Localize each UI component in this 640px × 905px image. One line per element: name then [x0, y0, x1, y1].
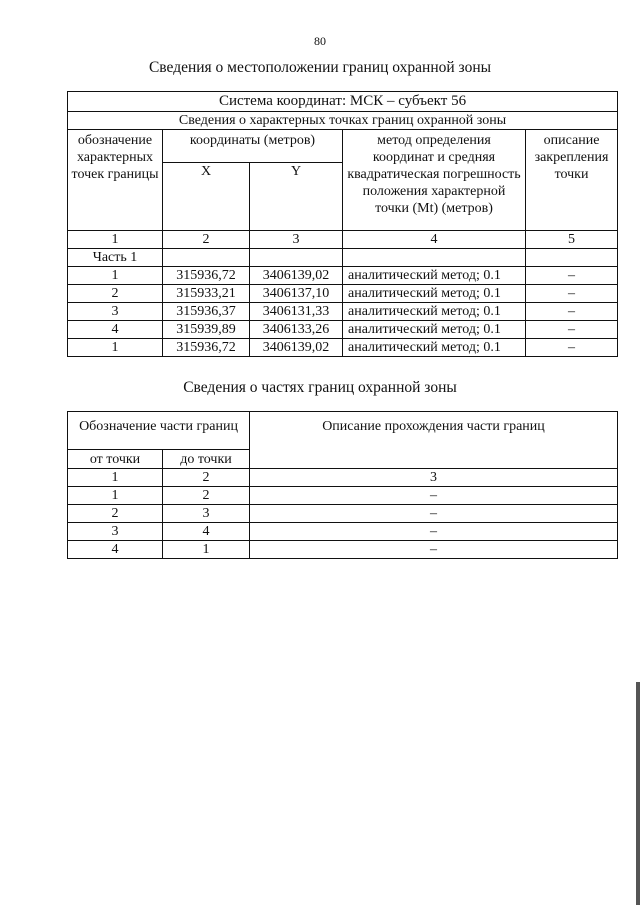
- coord-y: 3406137,10: [250, 285, 343, 303]
- method-value: аналитический метод; 0.1: [343, 303, 526, 321]
- point-id: 3: [68, 303, 163, 321]
- table-row: [68, 321, 618, 339]
- col-header-point-designation: обозначение характерных точек границы: [68, 130, 163, 231]
- coord-x: 315936,72: [163, 339, 250, 357]
- col-number: 3: [250, 469, 618, 487]
- coord-x: 315939,89: [163, 321, 250, 339]
- col-header-x: X: [163, 163, 250, 231]
- description-value: –: [526, 339, 618, 357]
- point-id: 2: [68, 285, 163, 303]
- point-id: 4: [68, 321, 163, 339]
- col-header-y: Y: [250, 163, 343, 231]
- section-heading-location: Сведения о местоположении границ охранной зоны: [148, 59, 492, 76]
- part-description: –: [250, 541, 618, 559]
- from-point: 3: [68, 523, 163, 541]
- col-number: 5: [526, 231, 618, 249]
- col-header-to-point: до точки: [163, 450, 250, 469]
- table-row: [68, 523, 618, 541]
- col-header-method: метод определения координат и средняя квадратическая погрешность положения характерной точки (Mt) (метров): [343, 130, 526, 231]
- coord-y: 3406139,02: [250, 339, 343, 357]
- col-header-part-designation: Обозначение части границ: [68, 412, 250, 450]
- description-value: –: [526, 267, 618, 285]
- to-point: 1: [163, 541, 250, 559]
- from-point: 4: [68, 541, 163, 559]
- description-value: –: [526, 303, 618, 321]
- coord-y: 3406133,26: [250, 321, 343, 339]
- table-row: [68, 541, 618, 559]
- from-point: 1: [68, 487, 163, 505]
- empty-cell: [343, 249, 526, 267]
- coord-y: 3406131,33: [250, 303, 343, 321]
- part-description: –: [250, 505, 618, 523]
- scan-edge-shadow: [636, 682, 640, 905]
- method-value: аналитический метод; 0.1: [343, 267, 526, 285]
- points-table-subtitle: Сведения о характерных точках границ охранной зоны: [68, 112, 618, 130]
- coord-x: 315933,21: [163, 285, 250, 303]
- col-number: 2: [163, 231, 250, 249]
- part-description: –: [250, 487, 618, 505]
- description-value: –: [526, 321, 618, 339]
- coord-y: 3406139,02: [250, 267, 343, 285]
- boundary-points-table: [67, 91, 618, 357]
- section-heading-parts: Сведения о частях границ охранной зоны: [183, 379, 457, 396]
- method-value: аналитический метод; 0.1: [343, 321, 526, 339]
- point-id: 1: [68, 267, 163, 285]
- empty-cell: [250, 249, 343, 267]
- col-header-coordinates: координаты (метров): [163, 130, 343, 163]
- part-label: Часть 1: [68, 249, 163, 267]
- to-point: 2: [163, 487, 250, 505]
- empty-cell: [163, 249, 250, 267]
- part-description: –: [250, 523, 618, 541]
- page-number: 80: [314, 34, 326, 48]
- col-number: 3: [250, 231, 343, 249]
- col-header-from-point: от точки: [68, 450, 163, 469]
- boundary-parts-table: [67, 411, 618, 559]
- col-number: 1: [68, 231, 163, 249]
- to-point: 3: [163, 505, 250, 523]
- col-number: 4: [343, 231, 526, 249]
- col-number: 1: [68, 469, 163, 487]
- table-row: [68, 267, 618, 285]
- from-point: 2: [68, 505, 163, 523]
- col-header-part-description: Описание прохождения части границ: [250, 412, 618, 469]
- table-row: [68, 303, 618, 321]
- point-id: 1: [68, 339, 163, 357]
- table-row: [68, 339, 618, 357]
- table-row: [68, 505, 618, 523]
- method-value: аналитический метод; 0.1: [343, 285, 526, 303]
- coord-x: 315936,72: [163, 267, 250, 285]
- empty-cell: [526, 249, 618, 267]
- table-row: [68, 285, 618, 303]
- col-number: 2: [163, 469, 250, 487]
- description-value: –: [526, 285, 618, 303]
- to-point: 4: [163, 523, 250, 541]
- table-row: [68, 487, 618, 505]
- method-value: аналитический метод; 0.1: [343, 339, 526, 357]
- col-header-description: описание закрепления точки: [526, 130, 618, 231]
- coord-x: 315936,37: [163, 303, 250, 321]
- coordinate-system-title: Система координат: МСК – субъект 56: [68, 92, 618, 112]
